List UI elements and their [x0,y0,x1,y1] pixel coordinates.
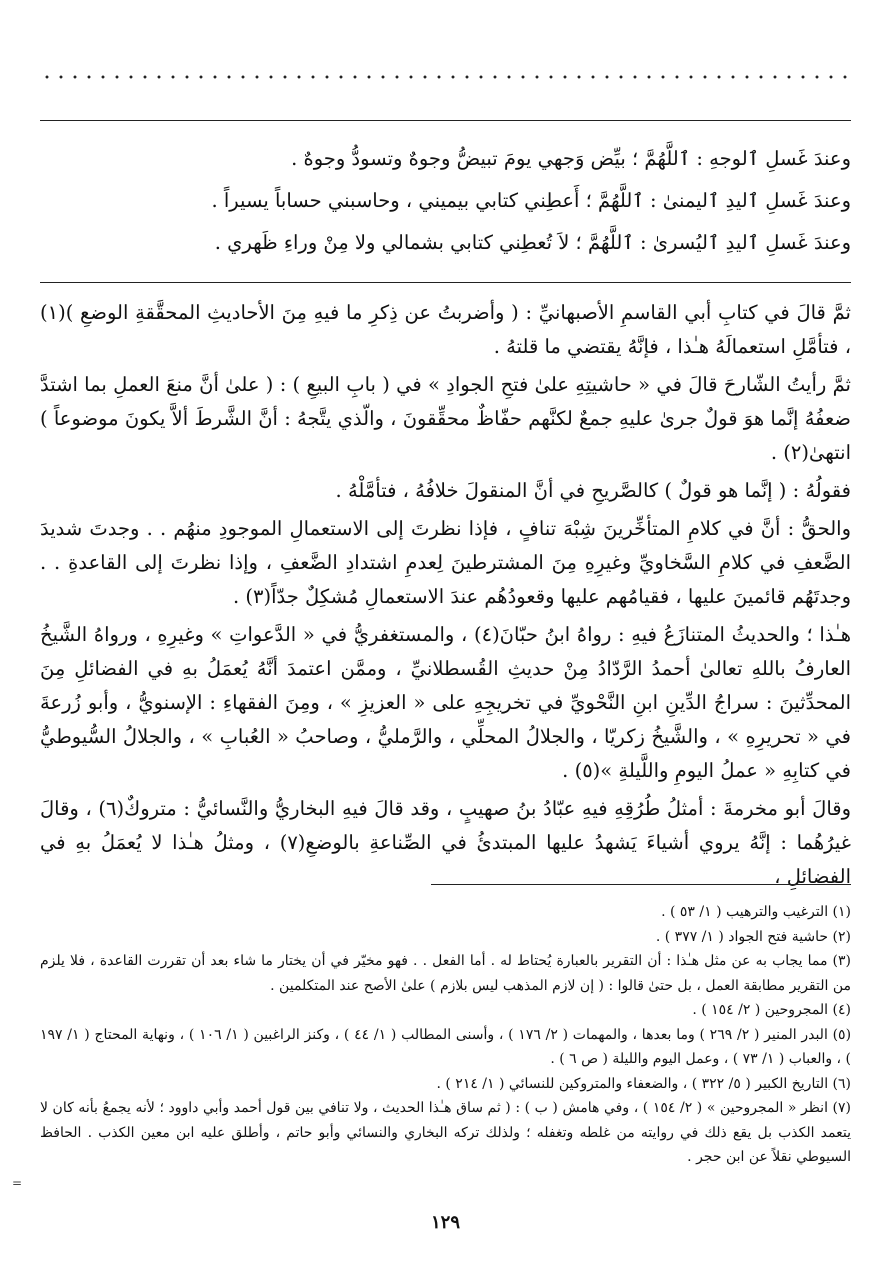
paragraph: فقولُهُ : ( إنَّما هو قولٌ ) كالصَّريحِ في أنَّ المنقولَ خلافُهُ ، فتأمَّلْهُ . [335,479,851,502]
paragraph: وقالَ أبو مخرمةَ : أمثلُ طُرُقِهِ فيهِ عبّادُ بنُ صهيبٍ ، وقد قالَ فيهِ البخاريُّ والنَّسائيُّ : متروكٌ(٦) ، وقالَ غيرُهُما : إنَّهُ يروي أشياءَ يَشهدُ عليها المبتدئُ في الصِّناعةِ بالوضعِ(٧) ، ومثلُ هـٰذا لا يُعمَلُ بهِ في الفضائلِ ، [40,797,851,888]
dua-line-right-hand: وعندَ غَسلِ ٱليدِ ٱليمنىٰ : ٱللَّهُمَّ ؛ أَعطِني كتابي بيميني ، وحاسبني حساباً يسيراً . [211,189,851,212]
main-text [40,296,851,898]
paragraph: ثمَّ رأيتُ الشّارحَ قالَ في « حاشيتِهِ علىٰ فتحِ الجوادِ » في ( بابِ البيعِ ) : ( علىٰ أنَّ منعَ العملِ بما اشتدَّ ضعفُهُ إنَّما هوَ قولٌ جرىٰ عليهِ جمعٌ لكنَّهم حفّاظٌ محقِّقونَ ، والّذي يتَّجهُ : أنَّ الشَّرطَ ألاَّ يكونَ موضوعاً ) انتهىٰ(٢) . [40,373,851,464]
dua-block [40,138,851,264]
page-number: ١٢٩ [430,1212,460,1233]
section-rule [40,282,851,283]
footnote: (٣) مما يجاب به عن مثل هـٰذا : أن التقرير بالعبارة يُحتاط له . أما الفعل . . فهو مخيّر في أن يختار ما شاء بعد أن تقررت القاعدة ، فلا يلزم من التقرير مطابقة العمل ، بل حتىٰ قالوا : ( إن لازم المذهب ليس بلازم ) علىٰ الأصح عند المتكلمين . [40,953,851,994]
footnote: (٥) البدر المنير ( ٢/ ٢٦٩ ) وما بعدها ، والمهمات ( ٢/ ١٧٦ ) ، وأسنى المطالب ( ١/ ٤٤ ) ، وكنز الراغبين ( ١/ ١٠٦ ) ، ونهاية المحتاج ( ١/ ١٩٧ ) ، والعباب ( ١/ ٧٣ ) ، وعمل اليوم والليلة ( ص ٦ ) . [40,1026,852,1067]
footnote: (٦) التاريخ الكبير ( ٥/ ٣٢٢ ) ، والضعفاء والمتروكين للنسائي ( ١/ ٢١٤ ) . [436,1075,851,1092]
footnote: (٧) انظر « المجروحين » ( ٢/ ١٥٤ ) ، وفي هامش ( ب ) : ( ثم ساق هـٰذا الحديث ، ولا تنافي بين قول أحمد وأبي داوود ؛ لأنه يجمعُ بأنه كان لا يتعمد الكذب بل يقع ذلك في روايته من غلطه وتغفله ؛ ولذلك تركه البخاري والنسائي وأبو حاتم ، وأطلق عليه ابن معين الكذب . الحافظ السيوطي نقلاً عن ابن حجر . [40,1100,852,1165]
dua-line-face: وعندَ غَسلِ ٱلوجهِ : ٱللَّهُمَّ ؛ بيِّض وَجهي يومَ تبيضُّ وجوهٌ وتسودُّ وجوهٌ . [291,147,851,170]
footnote: (٢) حاشية فتح الجواد ( ١/ ٣٧٧ ) . [655,928,851,945]
paragraph: ثمَّ قالَ في كتابِ أبي القاسمِ الأصبهانيِّ : ( وأضربتُ عن ذِكرِ ما فيهِ مِنَ الأحاديثِ المحقَّقةِ الوضعِ )(١) ، فتأمَّلِ استعمالَهُ هـٰذا ، فإنَّهُ يقتضي ما قلتهُ . [40,301,851,358]
footnotes [40,900,851,1170]
footnote-separator [431,884,851,885]
footnote: (٤) المجروحين ( ٢/ ١٥٤ ) . [692,1002,851,1018]
footnote: (١) الترغيب والترهيب ( ١/ ٥٣ ) . [661,904,851,920]
paragraph: هـٰذا ؛ والحديثُ المتنازَعُ فيهِ : رواهُ ابنُ حبّانَ(٤) ، والمستغفريُّ في « الدَّعواتِ » وغيرِهِ ، ورواهُ الشَّيخُ العارفُ باللهِ تعالىٰ أحمدُ الرَّدّادُ مِنْ حديثِ القُسطلانيِّ ، وممَّن اعتمدَ أنَّهُ يُعمَلُ بهِ في الفضائلِ مِنَ المحدِّثينَ : سراجُ الدِّينِ ابنِ النَّحْويِّ في تخريجِهِ على « العزيزِ » ، ومِنَ الفقهاءِ : الإسنويُّ ، وأبو زُرعةَ في « تحريرِهِ » ، والشَّيخُ زكريّا ، والجلالُ المحلِّي ، والرَّمليُّ ، وصاحبُ « العُبابِ » ، والجلالُ السُّيوطيُّ في كتابِهِ « عملُ اليومِ واللَّيلةِ »(٥) . [40,623,851,782]
margin-mark: = [12,1176,23,1190]
dua-line-left-hand: وعندَ غَسلِ ٱليدِ ٱليُسرىٰ : ٱللَّهُمَّ ؛ لاَ تُعطِني كتابي بشمالي ولا مِنْ وراءِ ظَهري . [214,231,851,254]
top-rule [40,120,851,121]
dotted-separator [40,74,851,80]
paragraph: والحقُّ : أنَّ في كلامِ المتأخِّرينَ شِبْهَ تنافٍ ، فإذا نظرتَ إلى الاستعمالِ الموجودِ منهُم . . وجدتَ شديدَ الضَّعفِ في كلامِ السَّخاويِّ وغيرِهِ مِنَ المشترطينَ لِعدمِ اشتدادِ الضَّعفِ ، وإذا نظرتَ إلى القاعدةِ . . وجدتَهُم قائمينَ عليها ، فقيامُهم عليها وقعودُهُم عندَ الاستعمالِ مُشكِلٌ جدّاً(٣) . [40,517,851,608]
book-page [40,0,851,1268]
